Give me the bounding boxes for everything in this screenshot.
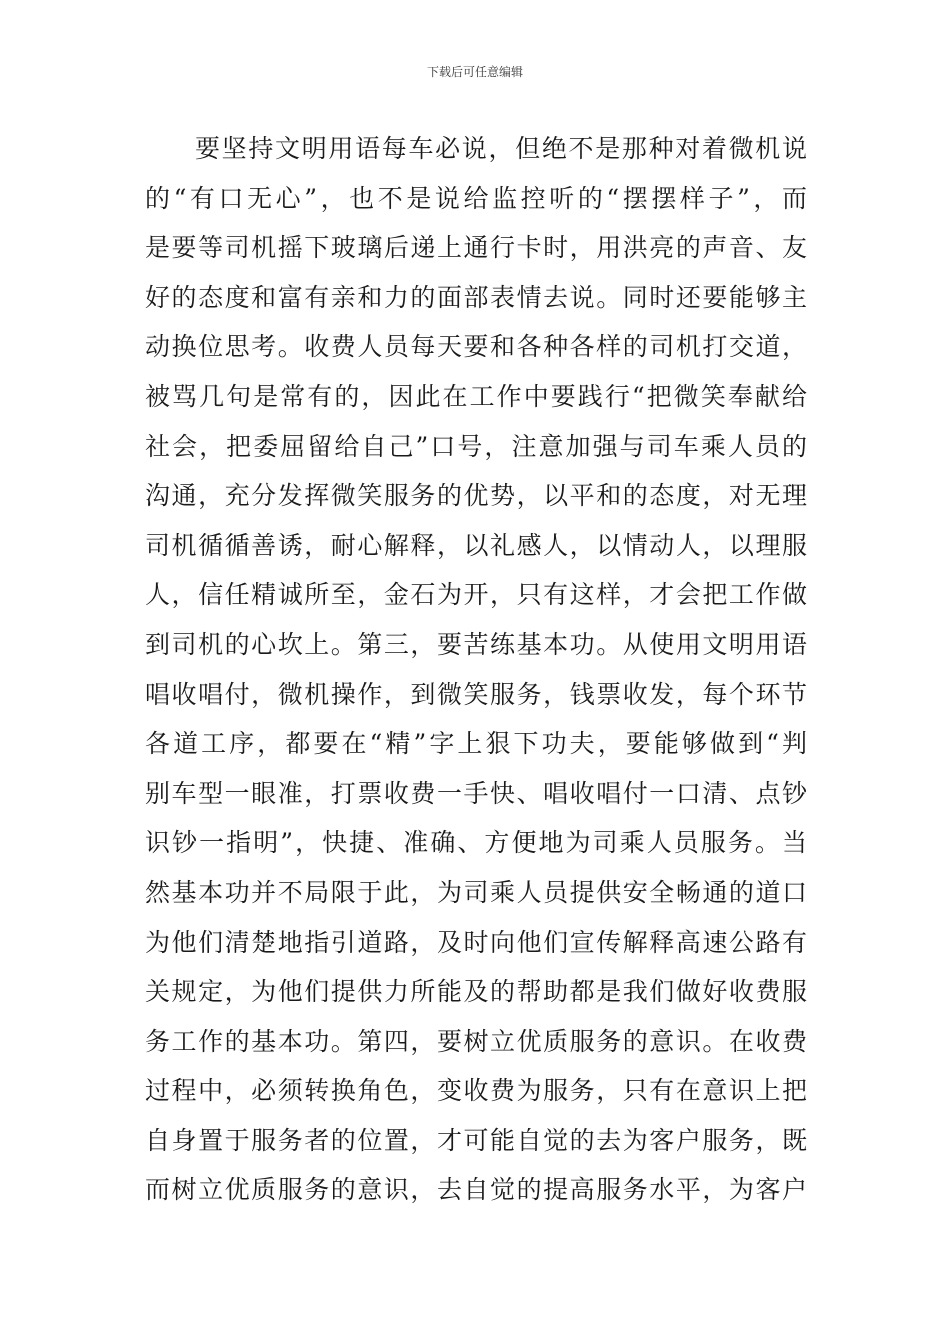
- text-line: 关规定，为他们提供力所能及的帮助都是我们做好收费服: [145, 977, 807, 1007]
- text-line: 的“有口无心”，也不是说给监控听的“摆摆样子”，而: [145, 183, 807, 213]
- text-line: 然基本功并不局限于此，为司乘人员提供安全畅通的道口: [145, 877, 807, 907]
- text-line: 沟通，充分发挥微笑服务的优势，以平和的态度，对无理: [145, 481, 807, 511]
- text-line: 为他们清楚地指引道路，及时向他们宣传解释高速公路有: [145, 927, 807, 957]
- text-line: 人，信任精诚所至，金石为开，只有这样，才会把工作做: [145, 580, 807, 610]
- text-line: 唱收唱付，微机操作，到微笑服务，钱票收发，每个环节: [145, 679, 807, 709]
- text-line: 司机循循善诱，耐心解释，以礼感人，以情动人，以理服: [145, 530, 807, 560]
- text-line: 别车型一眼准，打票收费一手快、唱收唱付一口清、点钞: [145, 778, 807, 808]
- text-line: 而树立优质服务的意识，去自觉的提高服务水平，为客户: [145, 1175, 807, 1205]
- text-line: 是要等司机摇下玻璃后递上通行卡时，用洪亮的声音、友: [145, 233, 807, 263]
- text-line: 动换位思考。收费人员每天要和各种各样的司机打交道，: [145, 332, 807, 362]
- text-line: 被骂几句是常有的，因此在工作中要践行“把微笑奉献给: [145, 381, 807, 411]
- text-line: 到司机的心坎上。第三，要苦练基本功。从使用文明用语: [145, 629, 807, 659]
- text-line: 要坚持文明用语每车必说，但绝不是那种对着微机说: [195, 134, 807, 163]
- text-line: 各道工序，都要在“精”字上狠下功夫，要能够做到“判: [145, 729, 807, 759]
- text-line: 好的态度和富有亲和力的面部表情去说。同时还要能够主: [145, 282, 807, 312]
- body-paragraph: [145, 124, 807, 1215]
- text-line: 过程中，必须转换角色，变收费为服务，只有在意识上把: [145, 1076, 807, 1106]
- text-line: 社会，把委屈留给自己”口号，注意加强与司车乘人员的: [145, 431, 807, 461]
- text-line: 自身置于服务者的位置，才可能自觉的去为客户服务，既: [145, 1125, 807, 1155]
- text-line: 识钞一指明”，快捷、准确、方便地为司乘人员服务。当: [145, 828, 807, 858]
- page-header: 下载后可任意编辑: [426, 65, 523, 79]
- text-line: 务工作的基本功。第四，要树立优质服务的意识。在收费: [145, 1026, 807, 1056]
